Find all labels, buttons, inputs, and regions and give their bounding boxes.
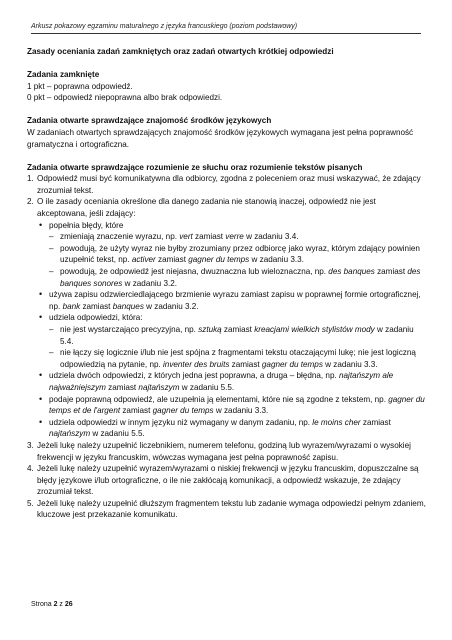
bullet-icon: •	[39, 416, 43, 427]
bullet-icon: •	[39, 219, 43, 230]
bullet-item: • podaje poprawną odpowiedź, ale uzupełnia ją elementami, które nie są zgodne z tekstem, np. gagner du temps et de l'argent zamiast gagner du temps w zadaniu 3.3.	[39, 393, 425, 416]
dash-item: – nie jest wystarczająco precyzyjna, np. sztuką zamiast kreacjami wielkich stylistów mody w zadaniu 5.4.	[49, 324, 414, 346]
header-rule	[31, 33, 421, 34]
dash-list	[49, 231, 427, 289]
running-header: Arkusz pokazowy egzaminu maturalnego z języka francuskiego (poziom podstawowy)	[31, 23, 298, 30]
dash-icon: –	[49, 348, 54, 358]
bullet-icon: •	[39, 370, 43, 381]
rule-item: 4. Jeżeli lukę należy uzupełnić wyrazem/wyrazami o niskiej frekwencji w języku francuskim, dopuszczalne są błędy językowe i/lub ortograficzne, o ile nie zakłócają komunikacji, a odpowiedź wskazuje, że zdający zrozumiał tekst.	[27, 464, 419, 497]
page-total: 26	[64, 601, 73, 608]
rejection-bullets	[37, 220, 427, 440]
bullet-icon: •	[39, 393, 43, 404]
bullet-item: • używa zapisu odzwierciedlającego brzmienie wyrazu zamiast zapisu w poprawnej formie ortograficznej, np. bank zamiast banques w zadaniu 3.2.	[39, 289, 421, 311]
bullet-item: • udziela odpowiedzi w innym języku niż wymagany w danym zadaniu, np. le moins cher zamiast najtańszym w zadaniu 5.5.	[39, 416, 391, 439]
listening-tasks-heading: Zadania otwarte sprawdzające rozumienie ze słuchu oraz rozumienie tekstów pisanych	[27, 162, 363, 172]
page-number: 2	[53, 601, 58, 608]
closed-rule-1: 1 pkt – poprawna odpowiedź.	[27, 81, 133, 91]
dash-icon: –	[49, 243, 54, 253]
rule-item: 1. Odpowiedź musi być komunikatywna dla odbiorcy, zgodna z poleceniem oraz musi wskazywać, że zdający zrozumiał tekst.	[27, 174, 421, 195]
dash-icon: –	[49, 324, 54, 334]
closed-tasks-heading: Zadania zamknięte	[27, 70, 100, 80]
bullet-icon: •	[39, 289, 43, 300]
rule-item: 3. Jeżeli lukę należy uzupełnić liczebnikiem, numerem telefonu, godziną lub wyrazem/wyrazami o wysokiej frekwencji w języku francuskim, wówczas wymagana jest pełna poprawność zapisu.	[27, 440, 411, 462]
rules-list	[27, 173, 427, 521]
bullet-icon: •	[39, 312, 43, 323]
main-heading: Zasady oceniania zadań zamkniętych oraz zadań otwartych krótkiej odpowiedzi	[27, 47, 334, 56]
language-tasks-heading: Zadania otwarte sprawdzające znajomość środków językowych	[27, 116, 272, 126]
dash-item: – zmieniają znaczenie wyrazu, np. vert zamiast verre w zadaniu 3.4.	[49, 232, 299, 242]
dash-icon: –	[49, 232, 54, 242]
dash-item: – powodują, że użyty wyraz nie byłby zrozumiany przez odbiorcę jako wyraz, którym zdający powinien uzupełnić tekst, np. activer zamiast gagner du temps w zadaniu 3.3.	[49, 243, 420, 265]
dash-item: – powodują, że odpowiedź jest niejasna, dwuznaczna lub wieloznaczna, np. des banques zamiast des banques sonores w zadaniu 3.2.	[49, 267, 421, 288]
page-content	[27, 46, 427, 521]
closed-rule-0: 0 pkt – odpowiedź niepoprawna albo brak odpowiedzi.	[27, 93, 223, 103]
rule-item: 5. Jeżeli lukę należy uzupełnić dłuższym fragmentem tekstu lub zadanie wymaga odpowiedzi pełnym zdaniem, kluczowe jest przekazanie komunikatu.	[27, 498, 426, 520]
dash-icon: –	[49, 267, 54, 276]
dash-item: – nie łączy się logicznie i/lub nie jest spójna z fragmentami tekstu otaczającymi lukę; nie jest logiczną odpowiedzią na pytanie, np. inventer des bruits zamiast gagner du temps w zadaniu 3.3.	[49, 348, 416, 369]
page-footer: Strona 2 z 26	[31, 601, 73, 608]
bullet-item: • popełnia błędy, które – zmieniają znaczenie wyrazu, np. vert zamiast verre w zadaniu 3.4. – powodują, że użyty wyraz nie byłby zrozumiany przez odbiorcę jako wyraz, którym zdający powinien uzupełnić tekst, np. activer zamiast gagner du temps w zadaniu 3.3. – powodują, że odpowiedź jest niejasna, dwuznaczna lub wieloznaczna, np. des banques zamiast des banques sonores w zadaniu 3.2.	[49, 220, 427, 290]
rule-item: 2. O ile zasady oceniania określone dla danego zadania nie stanowią inaczej, odpowiedź nie jest akceptowana, jeśli zdający: • popełnia błędy, które – zmieniają znaczenie wyrazu, np. vert zamiast verre w zadaniu 3.4. – powodują, że użyty wyraz nie byłby zrozumiany przez odbiorcę jako wyraz, którym zdający powinien uzupełnić tekst, np. activer zamiast gagner du temps w zadaniu 3.3. – powodują, że odpowiedź jest niejasna, dwuznaczna lub wieloznaczna, np. des banques zamiast des banques sonores w zadaniu 3.2. • używa zapisu odzwierciedlającego brzmienie wyrazu zamiast zapisu w poprawnej formie ortograficznej, np. bank zamiast banques w zadaniu 3.2. • udziela odpowiedzi, która: – nie jest wystarczająco precyzyjna, np. sztuką zamiast kreacjami wielkich stylistów mody w zadaniu 5.4. – nie łączy się logicznie i/lub nie jest spójna z fragmentami tekstu otaczającymi lukę; nie jest logiczną odpowiedzią na pytanie, np. inventer des bruits zamiast gagner du temps w zadaniu 3.3. • udziela dwóch odpowiedzi, z których jedna jest poprawna, a druga – błędna, np. najtańszym ale najważniejszym zamiast najtańszym w zadaniu 5.5. • podaje poprawną odpowiedź, ale uzupełnia ją elementami, które nie są zgodne z tekstem, np. gagner du temps et de l'argent zamiast gagner du temps w zadaniu 3.3. • udziela odpowiedzi w innym języku niż wymagany w danym zadaniu, np. le moins cher zamiast najtańszym w zadaniu 5.5.	[37, 196, 427, 439]
bullet-item: • udziela odpowiedzi, która: – nie jest wystarczająco precyzyjna, np. sztuką zamiast kreacjami wielkich stylistów mody w zadaniu 5.4. – nie łączy się logicznie i/lub nie jest spójna z fragmentami tekstu otaczającymi lukę; nie jest logiczną odpowiedzią na pytanie, np. inventer des bruits zamiast gagner du temps w zadaniu 3.3.	[49, 312, 427, 370]
language-tasks-body: W zadaniach otwartych sprawdzających znajomość środków językowych wymagana jest pełna poprawność gramatyczna i ortograficzna.	[27, 127, 414, 149]
dash-list	[49, 324, 427, 370]
bullet-item: • udziela dwóch odpowiedzi, z których jedna jest poprawna, a druga – błędna, np. najtańszym ale najważniejszym zamiast najtańszym w zadaniu 5.5.	[39, 370, 394, 392]
